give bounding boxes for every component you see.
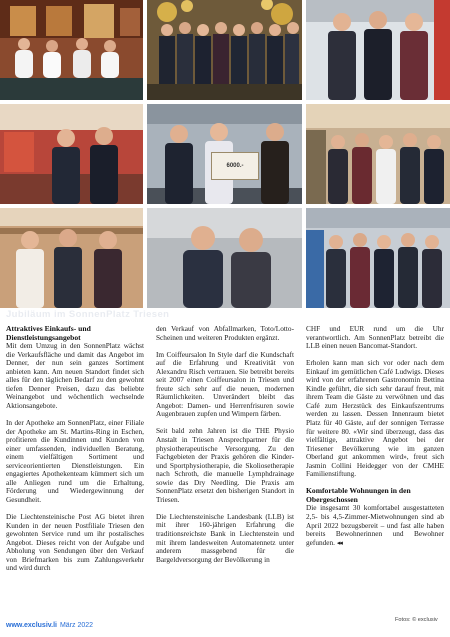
photo-group-bank xyxy=(306,208,450,308)
article-column-3 xyxy=(306,325,444,557)
cheque xyxy=(211,152,259,180)
photo-grid xyxy=(0,0,450,308)
paragraph-apotheke: In der Apotheke am SonnenPlatz, einer Filiale der Apotheke am St. Martins-Ring in Eschen, profitieren die Kundinnen und Kunden von einer umfassenden, individuellen Beratung, einem vielfältigen Sortiment und serviceorientierten Dienstleistungen. Ein engagiertes Apothekenteam kümmert sich um alle Anliegen rund um die Erhaltung, Förderung und Wiedergewinnung der Gesundheit. xyxy=(6,418,144,504)
article-body xyxy=(6,325,444,610)
photo-group-suits-balloons xyxy=(147,0,302,100)
heading-wohnungen: Komfortable Wohnungen in den Obergeschossen xyxy=(306,486,411,504)
paragraph-wohnungen xyxy=(306,504,444,548)
article-column-1 xyxy=(6,325,144,581)
caption-banner: Jubiläum im SonnenPlatz Triesen xyxy=(6,309,170,320)
paragraph-llb-continued: CHF und EUR rund um die Uhr verantwortlich. Am SonnenPlatz betreibt die LLB einen neuen Bancomat-Standort. xyxy=(306,324,444,351)
paragraph-post: Die Liechtensteinische Post AG bietet ihren Kunden in der neuen Postfiliale Triesen den gewohnten Service rund um ihr postalisches Angebot. Dieses reicht von der Aufgabe und Abholung von Sendungen über den Verkauf von Briefmarken bis zum Zahlungsverkehr und wird durch xyxy=(6,512,144,573)
paragraph-wohnungen-text: Die insgesamt 30 komfortabel ausgestatteten 2,5- bis 4,5-Zimmer-Mietwohnungen sind ab April 2022 bezugsbereit – und fast alle haben bereits Bewohnerinnen und Bewohner gefunden. xyxy=(306,503,444,547)
end-mark-icon: ◂◂ xyxy=(336,539,342,547)
photo-group-store xyxy=(306,104,450,204)
paragraph-post-continued: den Verkauf von Abfallmarken, Toto/Lotto-Scheinen und weiteren Produkten ergänzt. xyxy=(156,324,294,342)
photo-two-men xyxy=(147,208,302,308)
heading-einkaufsangebot: Attraktives Einkaufs- und Dienstleistungsangebot xyxy=(6,324,91,342)
page-footer xyxy=(6,622,93,629)
photo-three-guests-shelves xyxy=(0,208,143,308)
article-column-2 xyxy=(156,325,294,573)
paragraph-cafe: Erholen kann man sich vor oder nach dem Einkauf im gemütlichen Café Ludwigs. Dieses wird von der erfahrenen Gastronomin Bettina Kindle geführt, die sich sehr darauf freut, mit ihrem Team die Gäste zu verwöhnen und das Café zum Herzstück des Einkaufszentrums werden zu lassen. Dessen Innenraum bietet Platz für 40 Gäste, auf der sonnigen Terrasse für weitere 80. «Wir sind überzeugt, dass das vielfältige, attraktive Angebot bei der Triesener Bevölkerung wie im ganzen Oberland gut ankommen wird», freut sich Jasmin Collini Heidegger von der CMHE Familienstiftung. xyxy=(306,358,444,479)
paragraph-physio: Seit bald zehn Jahren ist die THE Physio Anstalt in Triesen Ansprechpartner für die physiotherapeutische Versorgung. Zu den Fachgebieten der Praxis gehören die Kinder- und Sportphysiotherapie, die Skoliosetherapie nach Schroth, die manuelle Lymphdrainage sowie das Dry Needling. Die Praxis am SonnenPlatz ersetzt den bisherigen Standort in Triesen. xyxy=(156,426,294,504)
photo-pharmacy-staff xyxy=(0,0,143,100)
paragraph-coiffeur: Im Coiffeursalon In Style darf die Kundschaft auf die Erfahrung und Kreativität von Alexandru Risch vertrauen. Sie betreibt bereits seit 2007 einen Coiffeursalon in Triesen und freute sich sehr auf die neuen, modernen Räumlichkeiten. Unverändert bleibt das Angebot: Damen- und Herrenfrisuren sowie Augenbrauen zupfen und Wimpern färben. xyxy=(156,349,294,419)
paragraph-denner: Mit dem Umzug in den SonnenPlatz wächst die Verkaufsfläche und damit das Angebot im Denner, der nun sein ganzes Sortiment anbieten kann. Am neuen Standort findet sich alles für den täglichen Bedarf zu den gewohnt tiefen Denner Preisen, dazu das beliebte Weinangebot und wöchentlich wechselnde Aktionsangebote. xyxy=(6,341,144,411)
footer-issue: März 2022 xyxy=(59,622,94,629)
cheque-amount: 6000.- xyxy=(226,163,244,169)
photo-couple-and-cheque xyxy=(147,104,302,204)
footer-url-link[interactable]: www.exclusiv.li xyxy=(6,622,57,629)
photo-three-guests xyxy=(306,0,450,100)
photo-two-women-store xyxy=(0,104,143,204)
photo-credit: Fotos: © exclusiv xyxy=(395,617,438,623)
paragraph-llb: Die Liechtensteinische Landesbank (LLB) ist mit ihrer 160-jährigen Erfahrung die traditionsreichste Bank in Liechtenstein und mit ihrem landesweiten Automatennetz unter anderem massgebend für die Bargeldversorgung der Bevölkerung in xyxy=(156,511,294,564)
